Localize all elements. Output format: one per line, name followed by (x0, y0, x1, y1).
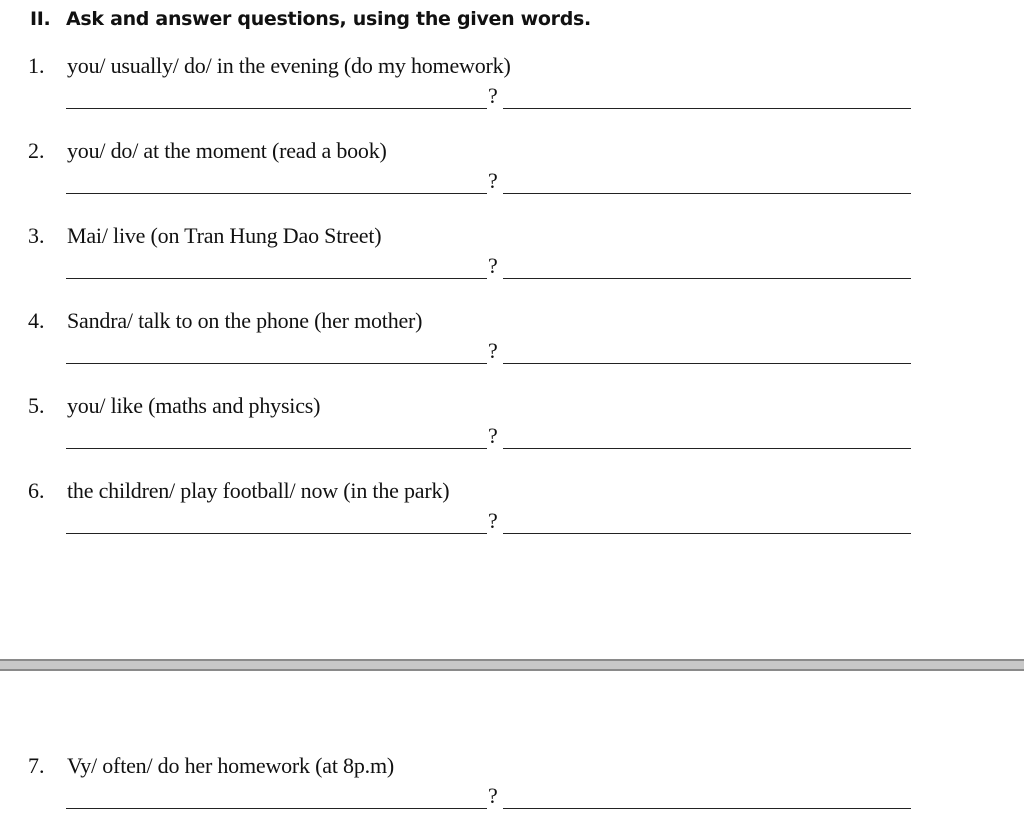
question-item (0, 477, 1024, 557)
question-item (0, 752, 1024, 832)
question-number: 2. (28, 138, 45, 163)
question-number: 3. (28, 223, 45, 248)
question-prompt: Mai/ live (on Tran Hung Dao Street) (67, 223, 382, 248)
question-item (0, 222, 1024, 302)
answer-blank-response[interactable] (503, 808, 911, 809)
answer-blank-response[interactable] (503, 193, 911, 194)
answer-blank-response[interactable] (503, 363, 911, 364)
answer-blank-response[interactable] (503, 108, 911, 109)
question-prompt: you/ do/ at the moment (read a book) (67, 138, 387, 163)
answer-blank-response[interactable] (503, 278, 911, 279)
answer-blank-question[interactable] (66, 808, 487, 809)
question-number: 1. (28, 53, 45, 78)
section-title: Ask and answer questions, using the given words. (66, 8, 591, 30)
question-mark: ? (488, 253, 498, 278)
answer-blank-response[interactable] (503, 533, 911, 534)
answer-blank-question[interactable] (66, 278, 487, 279)
answer-blank-question[interactable] (66, 108, 487, 109)
question-number: 5. (28, 393, 45, 418)
question-mark: ? (488, 423, 498, 448)
question-prompt: you/ usually/ do/ in the evening (do my homework) (67, 53, 511, 78)
answer-blank-question[interactable] (66, 363, 487, 364)
answer-blank-question[interactable] (66, 448, 487, 449)
answer-blank-response[interactable] (503, 448, 911, 449)
question-mark: ? (488, 338, 498, 363)
question-item (0, 392, 1024, 472)
question-prompt: the children/ play football/ now (in the park) (67, 478, 450, 503)
question-number: 4. (28, 308, 45, 333)
section-heading (30, 8, 591, 30)
section-number: II. (30, 8, 51, 30)
question-prompt: Sandra/ talk to on the phone (her mother) (67, 308, 423, 333)
question-prompt: you/ like (maths and physics) (67, 393, 321, 418)
question-number: 6. (28, 478, 45, 503)
question-prompt: Vy/ often/ do her homework (at 8p.m) (67, 753, 395, 778)
question-item (0, 52, 1024, 132)
question-number: 7. (28, 753, 45, 778)
question-mark: ? (488, 83, 498, 108)
answer-blank-question[interactable] (66, 533, 487, 534)
question-item (0, 137, 1024, 217)
question-item (0, 307, 1024, 387)
page-break-divider (0, 659, 1024, 671)
question-mark: ? (488, 168, 498, 193)
question-mark: ? (488, 508, 498, 533)
answer-blank-question[interactable] (66, 193, 487, 194)
question-mark: ? (488, 783, 498, 808)
